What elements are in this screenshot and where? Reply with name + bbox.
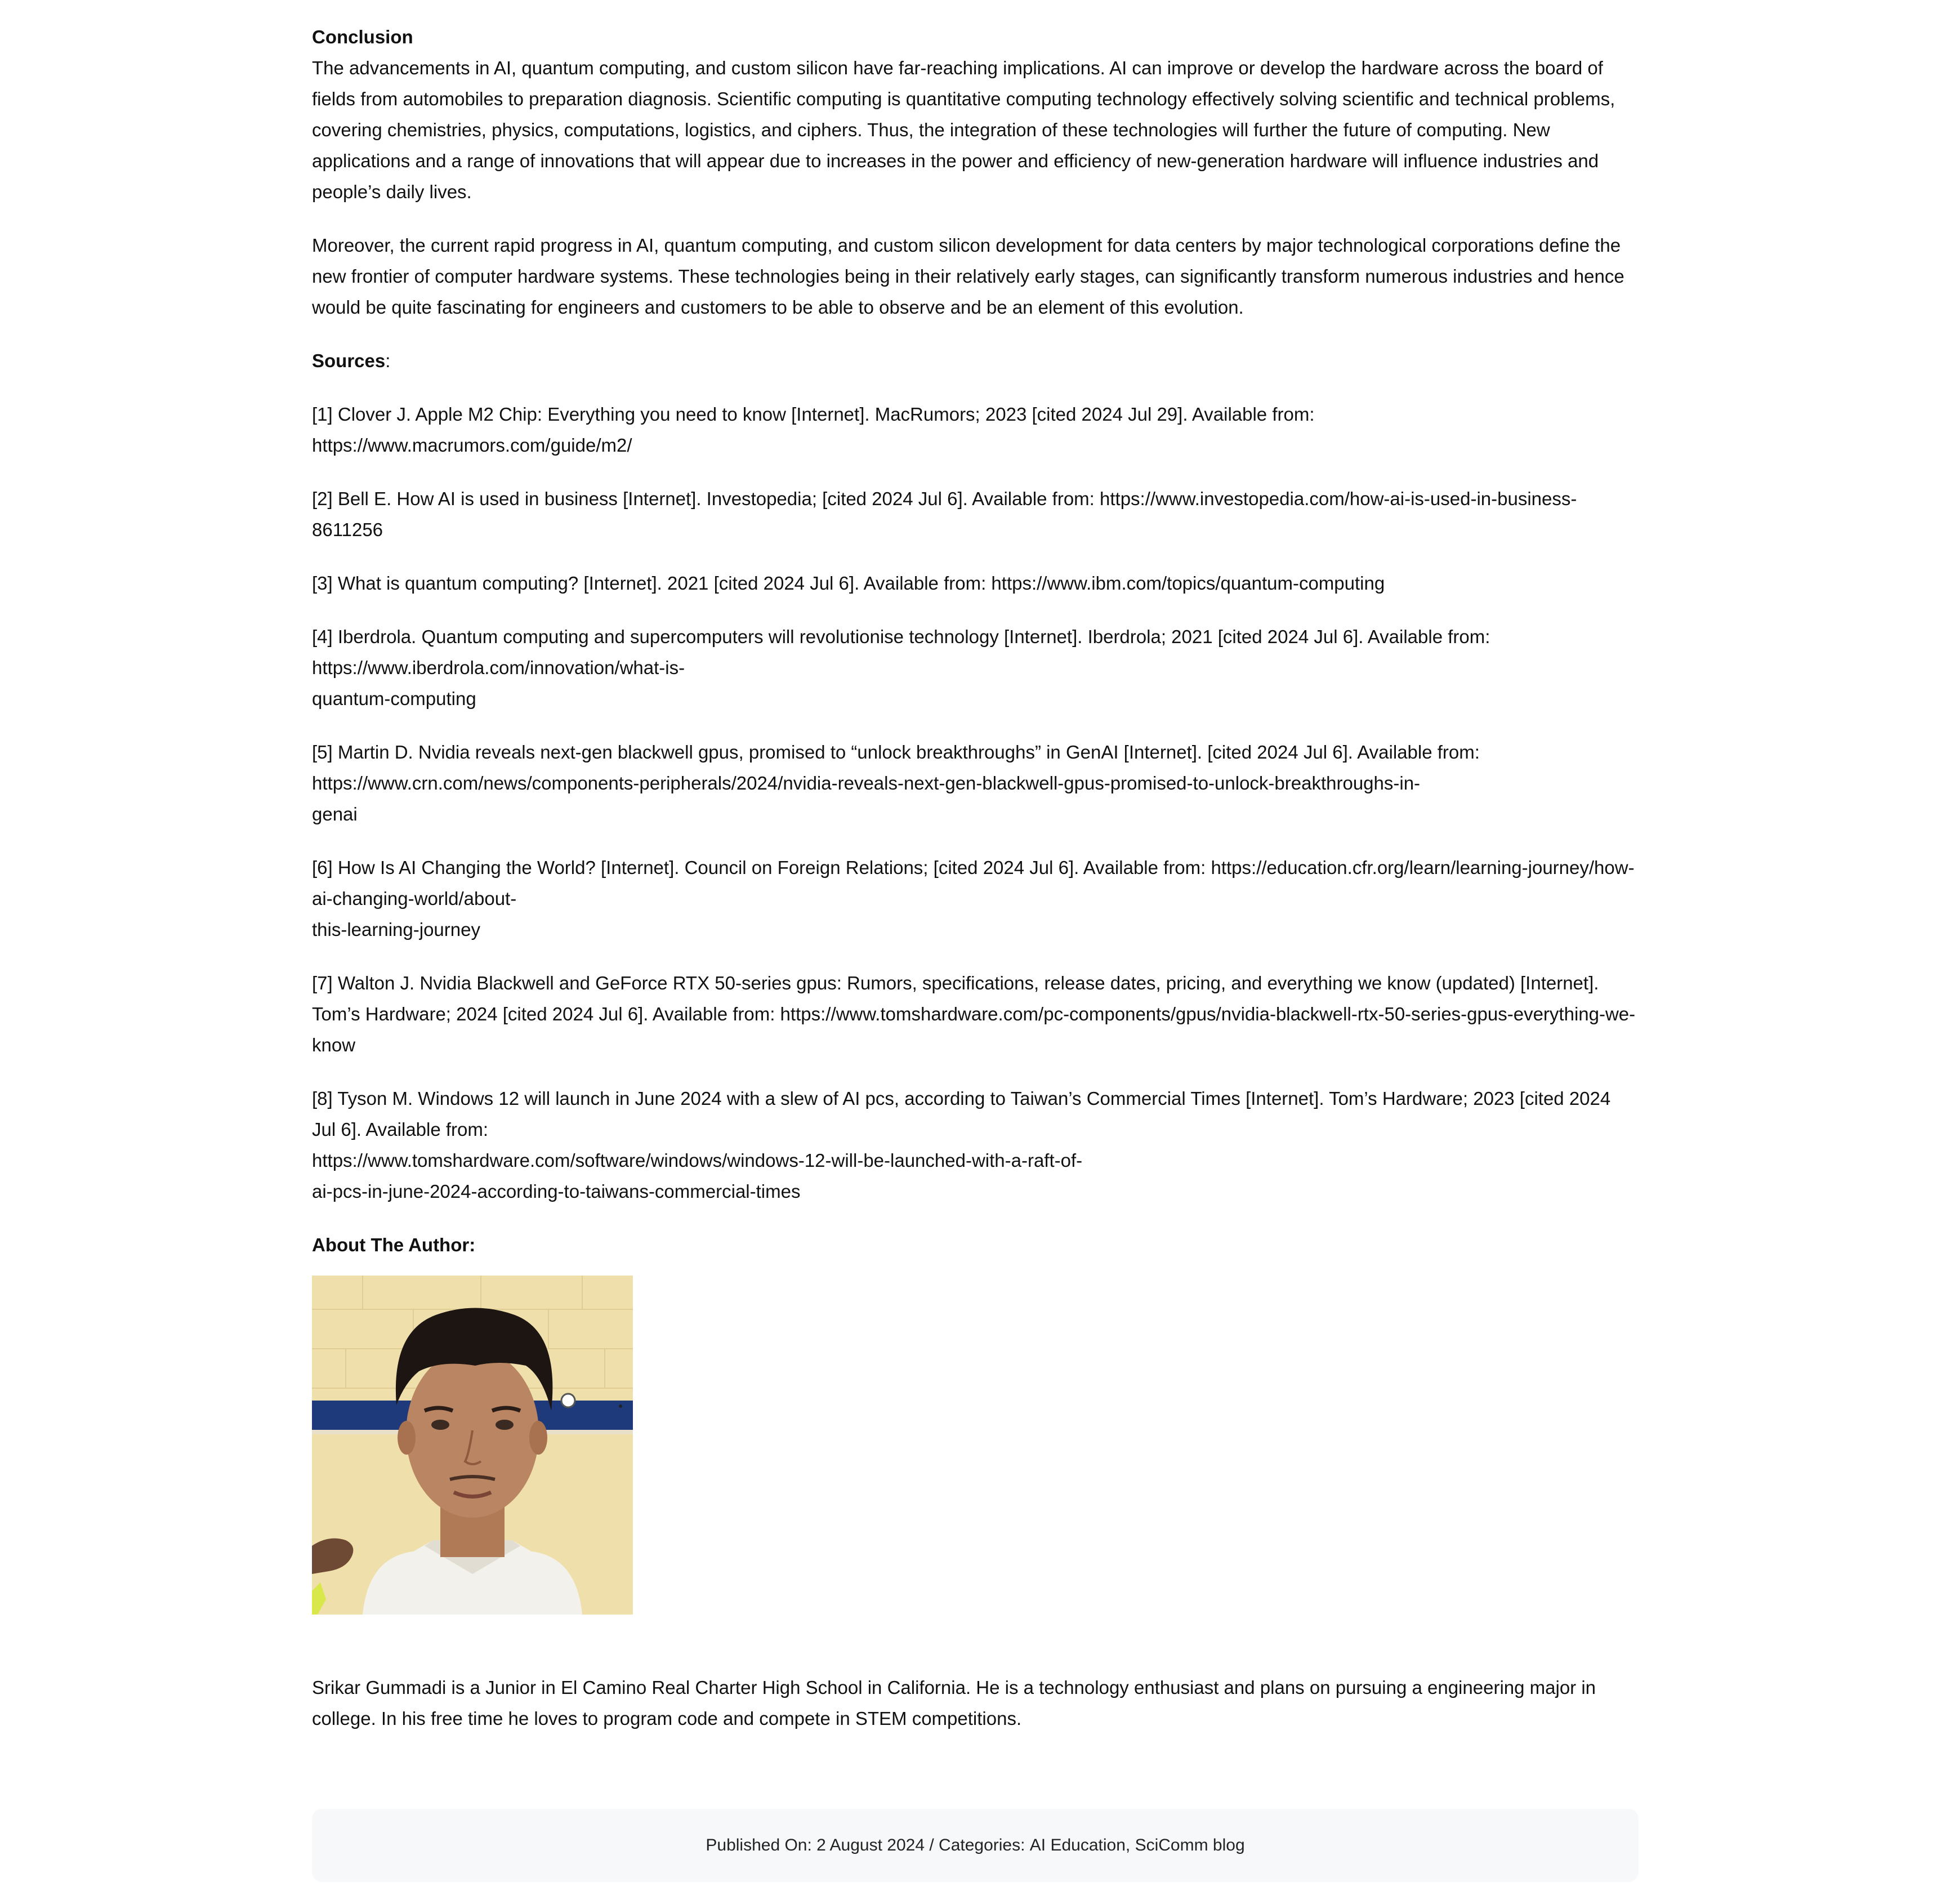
- source-item-4: [312, 621, 1639, 714]
- sources-heading: [312, 345, 1639, 376]
- source-item-5: [312, 737, 1639, 830]
- conclusion-paragraph-2: Moreover, the current rapid progress in AI, quantum computing, and custom silicon development for data centers by major technological corporations define the new frontier of computer hardware systems. These technologies being in their relatively early stages, can significantly transform numerous industries and hence would be quite fascinating for engineers and customers to be able to observe and be an element of this evolution.: [312, 235, 1624, 318]
- about-author-heading: About The Author:: [312, 1234, 476, 1255]
- source-item-3: [312, 568, 1639, 599]
- source-text-continued[interactable]: this-learning-journey: [312, 919, 480, 940]
- source-text-continued[interactable]: genai: [312, 804, 358, 824]
- source-text[interactable]: [5] Martin D. Nvidia reveals next-gen blackwell gpus, promised to “unlock breakthroughs” in GenAI [Internet]. [cited 2024 Jul 6]. Available from: https://www.crn.com/news/components-peripherals/2024/nvidia-reveals-next-gen-blackwell-gpus-promised-to-unlock-breakthroughs-in-: [312, 742, 1480, 793]
- source-item-6: [312, 852, 1639, 945]
- source-item-8: [312, 1083, 1639, 1207]
- categories-label: Categories:: [939, 1836, 1030, 1854]
- source-text[interactable]: [1] Clover J. Apple M2 Chip: Everything you need to know [Internet]. MacRumors; 2023 [cited 2024 Jul 29]. Available from: https://www.macrumors.com/guide/m2/: [312, 404, 1315, 456]
- published-label: Published On:: [706, 1836, 817, 1854]
- conclusion-paragraph-1: The advancements in AI, quantum computing, and custom silicon have far-reaching implications. AI can improve or develop the hardware across the board of fields from automobiles to preparation diagnosis. Scientific computing is quantitative computing technology effectively solving scientific and technical problems, covering chemistries, physics, computations, logistics, and ciphers. Thus, the integration of these technologies will further the future of computing. New applications and a range of innovations that will appear due to increases in the power and efficiency of new-generation hardware will influence industries and people’s daily lives.: [312, 57, 1615, 202]
- author-portrait-image: [312, 1276, 633, 1615]
- article-body: [312, 21, 1639, 1734]
- source-text: [8] Tyson M. Windows 12 will launch in June 2024 with a slew of AI pcs, according to Taiwan’s Commercial Times [Internet]. Tom’s Hardware; 2023 [cited 2024 Jul 6]. Available from:: [312, 1088, 1611, 1140]
- published-date: 2 August 2024: [816, 1836, 925, 1854]
- source-item-7: [312, 967, 1639, 1060]
- conclusion-heading: Conclusion: [312, 26, 413, 47]
- categories-links[interactable]: AI Education, SciComm blog: [1029, 1836, 1245, 1854]
- source-item-1: [312, 399, 1639, 461]
- author-bio: Srikar Gummadi is a Junior in El Camino Real Charter High School in California. He is a technology enthusiast and plans on pursuing a engineering major in college. In his free time he loves to program code and compete in STEM competitions.: [312, 1677, 1596, 1729]
- source-url[interactable]: https://www.tomshardware.com/software/windows/windows-12-will-be-launched-with-a-raft-of-: [312, 1150, 1083, 1171]
- author-photo: [312, 1276, 633, 1615]
- source-text[interactable]: [7] Walton J. Nvidia Blackwell and GeForce RTX 50-series gpus: Rumors, specifications, release dates, pricing, and everything we know (updated) [Internet]. Tom’s Hardware; 2024 [cited 2024 Jul 6]. Available from: https://www.tomshardware.com/pc-components/gpus/nvidia-blackwell-rtx-50-series-gpus-everything-we-know: [312, 973, 1636, 1055]
- sources-heading-colon: :: [385, 350, 391, 371]
- meta-separator: /: [925, 1836, 939, 1854]
- source-text[interactable]: [6] How Is AI Changing the World? [Internet]. Council on Foreign Relations; [cited 2024 Jul 6]. Available from: https://education.cfr.org/learn/learning-journey/how-ai-changing-world/about-: [312, 857, 1635, 909]
- source-text[interactable]: [4] Iberdrola. Quantum computing and supercomputers will revolutionise technology [Internet]. Iberdrola; 2021 [cited 2024 Jul 6]. Available from: https://www.iberdrola.com/innovation/what-is-: [312, 626, 1490, 678]
- source-text[interactable]: [3] What is quantum computing? [Internet]. 2021 [cited 2024 Jul 6]. Available from: https://www.ibm.com/topics/quantum-computing: [312, 573, 1385, 594]
- sources-heading-label: Sources: [312, 350, 386, 371]
- source-item-2: [312, 483, 1639, 545]
- post-meta-footer: [312, 1809, 1639, 1882]
- source-url-continued[interactable]: ai-pcs-in-june-2024-according-to-taiwans-commercial-times: [312, 1181, 801, 1202]
- source-text-continued[interactable]: quantum-computing: [312, 688, 476, 709]
- source-text[interactable]: [2] Bell E. How AI is used in business [Internet]. Investopedia; [cited 2024 Jul 6]. Available from: https://www.investopedia.com/how-ai-is-used-in-business-8611256: [312, 488, 1577, 540]
